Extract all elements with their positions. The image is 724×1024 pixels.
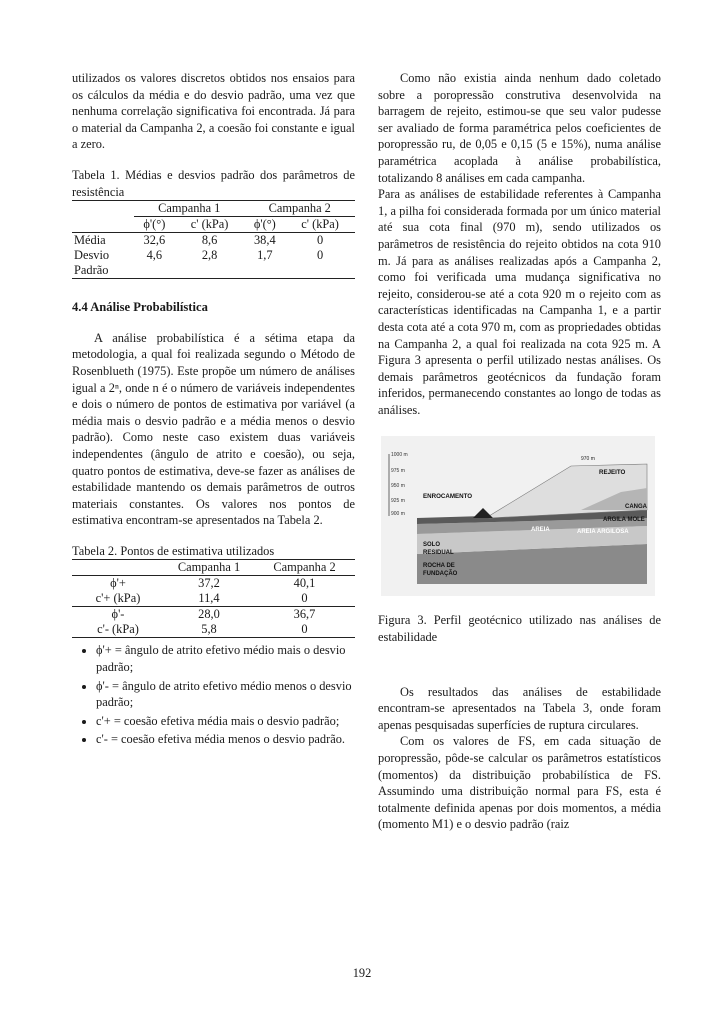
right-paragraph-1: Como não existia ainda nenhum dado coletado sobre a poropressão construtiva desenvolvida na barragem de rejeito, estimou-se que seu valor pudesse ser avaliado de forma paramétrica pelos coeficientes de poropressão ru, de 0,05 e 0,15 (5 e 15%), numa análise paramétrica acoplada à análise probabilística, totalizando 8 análises em cada campanha. [378, 71, 661, 185]
right-paragraph-3: Os resultados das análises de estabilidade encontram-se apresentados na Tabela 3, onde foram apenas pesquisadas superfícies de ruptura circulares. [378, 684, 661, 732]
table2-row-label: c'+ (kPa) [95, 591, 141, 606]
table1-cell: 1,7 [257, 248, 273, 263]
table2-cell: 36,7 [293, 607, 316, 622]
table1-cell: 38,4 [253, 233, 276, 248]
label-fundacao: FUNDAÇÃO [423, 571, 458, 578]
elev-label: 975 m [391, 468, 405, 475]
left-paragraph-1: utilizados os valores discretos obtidos nos ensaios para os cálculos da média e do desvio padrão, uma vez que nenhuma correlação significativa foi encontrada. Já para o material da Campanha 2, a coesão foi constante e igual a zero. [72, 71, 355, 152]
left-paragraph-2: A análise probabilística é a sétima etapa da metodologia, a qual foi realizada segundo o Método de Rosenblueth (1975). Este propõe um número de análises igual a 2ⁿ, onde n é o número de variáveis independentes e dois o número de pontos de estimativa por variável (a média mais o desvio padrão e a média menos o desvio padrão). Como neste caso existem duas variáveis independentes (ângulo de atrito e coesão), ou seja, quatro pontos de estimativa, deve-se fazer as análises de estabilidade mantendo os demais parâmetros de outros materiais constantes. Os valores nos pontos de estimativa encontram-se apresentados na Tabela 2. [72, 330, 355, 528]
table-row [72, 576, 355, 592]
list-item: • ϕ'+ = ângulo de atrito efetivo médio mais o desvio padrão; [96, 642, 355, 675]
table-row [72, 607, 355, 623]
label-argila-mole: ARGILA MOLE [603, 517, 645, 524]
list-item: • ϕ'- = ângulo de atrito efetivo médio menos o desvio padrão; [96, 678, 355, 711]
page-number: 192 [352, 966, 372, 980]
table1-group1: Campanha 1 [134, 201, 244, 217]
table2-header-1: Campanha 1 [177, 560, 241, 575]
table2-row-label: ϕ'- [111, 607, 125, 622]
left-column [72, 70, 355, 750]
section-heading: 4.4 Análise Probabilística [72, 300, 208, 315]
table2-cell: 40,1 [293, 576, 316, 591]
label-solo: SOLO [423, 542, 441, 549]
label-areia: AREIA [531, 527, 550, 534]
figure-3 [381, 436, 655, 596]
label-canga: CANGA [625, 504, 647, 511]
table1-cell: 2,8 [201, 248, 218, 263]
table-row [72, 233, 355, 249]
elev-label: 950 m [391, 483, 405, 490]
table2-cell: 0 [301, 591, 308, 606]
label-rocha: ROCHA DE [423, 563, 455, 570]
geotechnical-profile-drawing [381, 436, 655, 596]
right-paragraph-4: Com os valores de FS, em cada situação de poropressão, pôde-se calcular os parâmetros estatísticos (momentos) da distribuição probabilística de FS. Assumindo uma distribuição normal para FS, esta é totalmente definida apenas por dois momentos, a média (momento M1) e o desvio padrão (raiz [378, 734, 661, 832]
table2-cell: 11,4 [198, 591, 220, 606]
table1-row-label: Média [74, 233, 106, 248]
table1-header-c: c' (kPa) [190, 217, 229, 232]
table1-header-phi: ϕ'(°) [143, 217, 166, 232]
table1-cell: 32,6 [143, 233, 166, 248]
table2-cell: 28,0 [198, 607, 220, 622]
label-residual: RESIDUAL [423, 550, 454, 557]
label-top-elev: 970 m [581, 456, 595, 463]
table2-row-label: ϕ'+ [110, 576, 126, 591]
table-row [72, 622, 355, 638]
label-areia-argilosa: AREIA ARGILOSA [577, 529, 629, 536]
right-column [378, 70, 661, 833]
table2-cell: 37,2 [198, 576, 220, 591]
table1-cell: 0 [316, 248, 324, 263]
table1-caption: Tabela 1. Médias e desvios padrão dos parâmetros de resistência [72, 167, 355, 199]
label-rejeito: REJEITO [599, 469, 626, 477]
elev-label: 1000 m [391, 452, 408, 459]
table2 [72, 559, 355, 638]
table-row [72, 248, 355, 279]
table2-cell: 0 [301, 622, 308, 637]
table2-caption: Tabela 2. Pontos de estimativa utilizados [72, 543, 275, 558]
table1-row-label: Desvio Padrão [74, 248, 110, 278]
table1-header-c: c' (kPa) [301, 217, 339, 232]
elev-label: 925 m [391, 498, 405, 505]
figure-caption: Figura 3. Perfil geotécnico utilizado nas análises de estabilidade [378, 613, 661, 645]
table-row [72, 591, 355, 607]
label-enrocamento: ENROCAMENTO [423, 493, 473, 501]
list-item: • c'+ = coesão efetiva média mais o desvio padrão; [96, 713, 355, 730]
definitions-list [72, 642, 355, 748]
table2-row-label: c'- (kPa) [97, 622, 139, 637]
table1-cell: 0 [316, 233, 324, 248]
right-paragraph-2: Para as análises de estabilidade referentes à Campanha 1, a pilha foi considerada formada por um único material até sua cota final (970 m), sendo utilizados os parâmetros de resistência do rejeito obtidos na cota 910 m. Já para as análises realizadas após a Campanha 2, como foi verificada uma mudança significativa no rejeito, considerou-se até a cota 920 m o rejeito com as características identificadas na Campanha 1, e a partir desta cota até a cota 970 m, com as propriedades obtidas na Campanha 2, a qual foi realizada na cota 925 m. A Figura 3 apresenta o perfil utilizado nestas análises. Os demais parâmetros geotécnicos da fundação foram inferidos, permanecendo constantes ao longo de todas as análises. [378, 187, 661, 417]
table1-group2: Campanha 2 [244, 201, 355, 217]
list-item: • c'- = coesão efetiva média menos o desvio padrão. [96, 731, 355, 748]
table1 [72, 200, 355, 279]
table2-cell: 5,8 [201, 622, 217, 637]
table1-cell: 4,6 [146, 248, 163, 263]
table1-header-phi: ϕ'(°) [253, 217, 276, 232]
table2-header-2: Campanha 2 [273, 560, 336, 575]
elev-label: 900 m [391, 511, 405, 518]
table1-cell: 8,6 [201, 233, 218, 248]
